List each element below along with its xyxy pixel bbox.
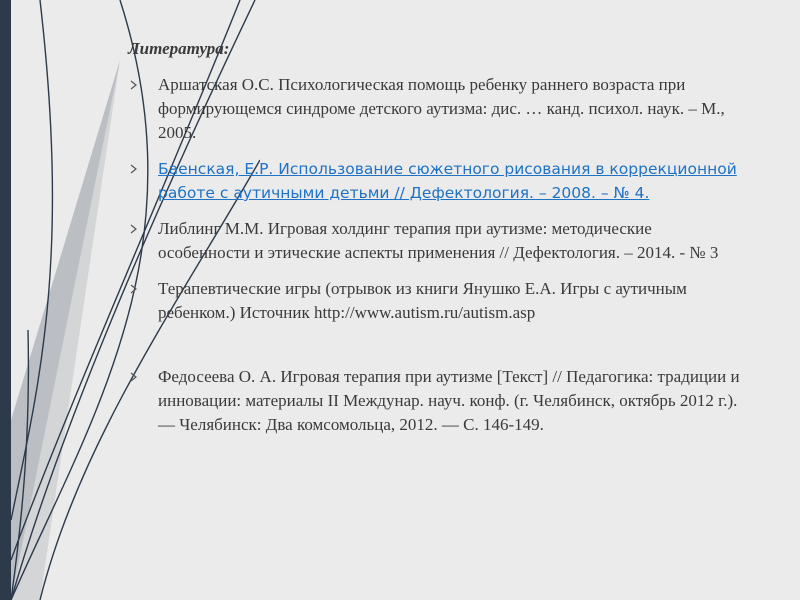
- reference-item: [128, 365, 748, 437]
- reference-link[interactable]: Баенская, Е.Р. Использование сюжетного рисования в коррекционной работе с аутичными детьми // Дефектология. – 2008. – № 4.: [158, 160, 737, 202]
- arrow-bullet-icon: [130, 372, 137, 382]
- arrow-bullet-icon: [130, 164, 137, 174]
- reference-item[interactable]: [128, 157, 748, 205]
- arrow-bullet-icon: [130, 284, 137, 294]
- reference-item: [128, 277, 748, 325]
- reference-list: [128, 73, 748, 437]
- arrow-bullet-icon: [130, 80, 137, 90]
- reference-item: [128, 73, 748, 145]
- arrow-bullet-icon: [130, 224, 137, 234]
- references-heading: Литература:: [128, 39, 230, 58]
- reference-item: [128, 217, 748, 265]
- reference-text: Федосеева О. А. Игровая терапия при аутизме [Текст] // Педагогика: традиции и инновации: материалы II Междунар. науч. конф. (г. Челябинск, октябрь 2012 г.). — Челябинск: Два комсомольца, 2012. — С. 146-149.: [158, 367, 740, 434]
- references-content: [128, 38, 748, 449]
- reference-text: Либлинг М.М. Игровая холдинг терапия при аутизме: методические особенности и этические аспекты применения // Дефектология. – 2014. - № 3: [158, 219, 719, 262]
- reference-text: Терапевтические игры (отрывок из книги Янушко Е.А. Игры с аутичным ребенком.) Источник http://www.autism.ru/autism.asp: [158, 279, 687, 322]
- reference-text: Аршатская О.С. Психологическая помощь ребенку раннего возраста при формирующемся синдроме детского аутизма: дис. … канд. психол. наук. – М., 2005.: [158, 75, 725, 142]
